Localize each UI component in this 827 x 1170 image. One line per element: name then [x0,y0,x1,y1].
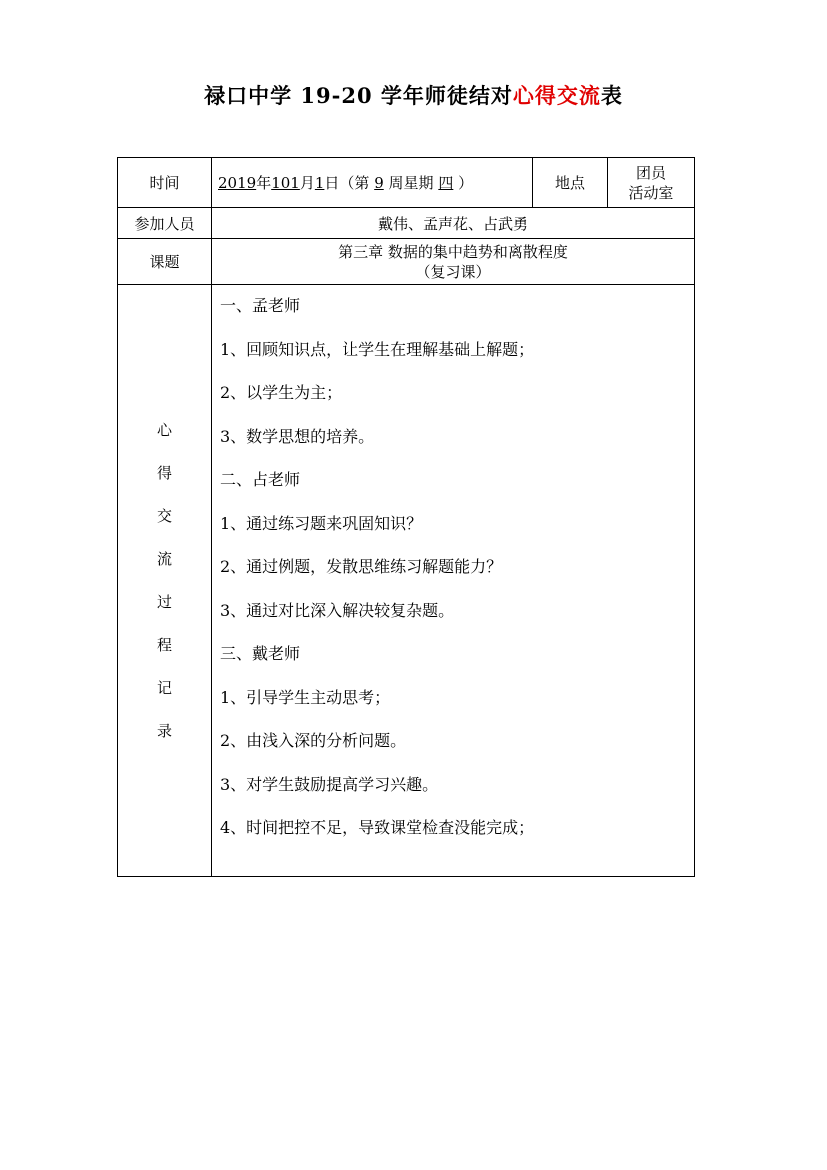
time-close: ） [458,174,474,192]
record-line: 二、占老师 [220,470,301,489]
location-line2: 活动室 [628,183,674,202]
record-content [212,285,695,877]
time-label: 时间 [118,158,212,208]
time-month: 101 [271,174,300,192]
topic-label: 课题 [118,239,212,285]
participants-value: 戴伟、孟声花、占武勇 [212,208,695,239]
record-line: 一、孟老师 [220,296,301,315]
record-label-char: 流 [156,549,172,568]
location-label: 地点 [533,158,608,208]
record-label [118,285,212,877]
record-line: 三、戴老师 [220,644,301,663]
topic-line2: （复习课） [415,262,491,281]
topic-value [212,239,695,285]
record-label-char: 交 [156,506,172,525]
time-year: 2019 [218,174,257,192]
record-label-char: 过 [156,592,172,611]
record-line: 2、以学生为主； [220,383,343,402]
record-label-char: 录 [156,721,172,740]
record-line: 3、通过对比深入解决较复杂题。 [220,600,455,620]
time-week-unit: 周星期 [388,174,434,192]
time-weekday: 四 [438,174,454,192]
record-row [118,285,695,877]
record-line: 2、由浅入深的分析问题。 [220,731,407,750]
time-day: 1 [314,174,325,192]
exchange-form-table [117,157,695,877]
record-label-char: 得 [156,463,172,482]
title-main: 禄口中学 19-20 学年师徒结对 [204,83,513,108]
time-year-unit: 年 [256,174,272,192]
participants-row [118,208,695,239]
participants-label: 参加人员 [118,208,212,239]
location-line1: 团员 [635,163,666,182]
record-line: 1、通过练习题来巩固知识？ [220,513,423,533]
topic-row [118,239,695,285]
page-title [0,80,827,110]
time-value [212,158,533,208]
record-line: 1、回顾知识点，让学生在理解基础上解题； [220,339,535,359]
time-day-unit: 日（第 [324,174,370,192]
record-label-char: 心 [156,420,172,439]
record-line: 3、数学思想的培养。 [220,426,375,446]
location-value [608,158,695,208]
topic-line1: 第三章 数据的集中趋势和离散程度 [338,242,568,261]
record-line: 4、时间把控不足，导致课堂检查没能完成； [220,818,535,837]
record-line: 2、通过例题，发散思维练习解题能力？ [220,557,503,576]
title-highlight: 心得交流 [512,83,601,108]
record-line: 3、对学生鼓励提高学习兴趣。 [220,774,439,794]
time-month-unit: 月 [299,174,315,192]
title-suffix: 表 [600,83,623,108]
record-label-char: 程 [156,635,172,654]
time-week: 9 [374,174,384,192]
record-label-char: 记 [156,678,172,697]
record-line: 1、引导学生主动思考； [220,687,391,707]
time-row [118,158,695,208]
